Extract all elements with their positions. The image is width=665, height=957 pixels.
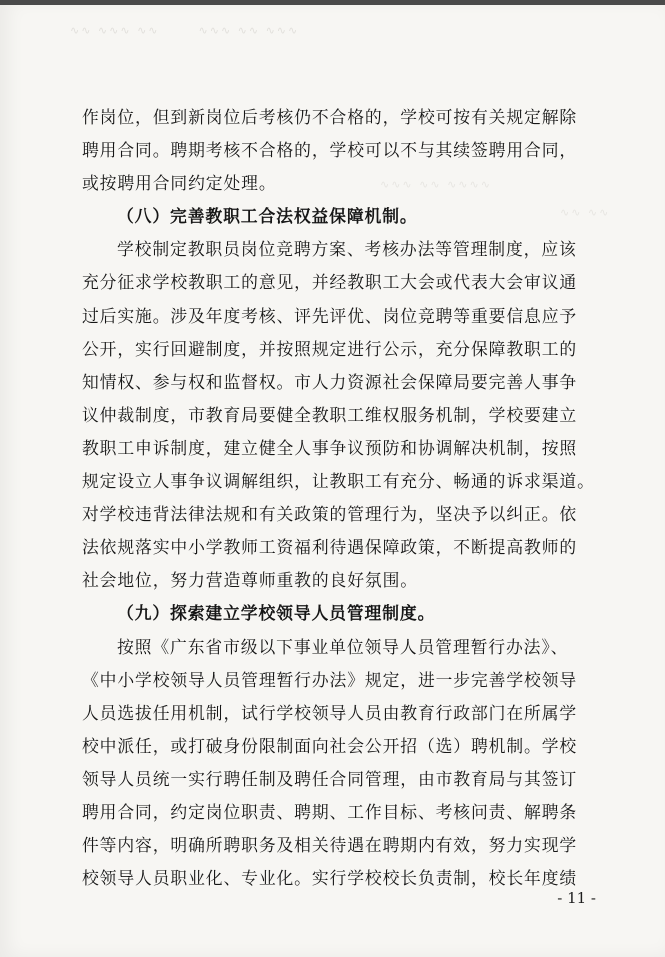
body-text-line: 领导人员统一实行聘任制及聘任合同管理，由市教育局与其签订 xyxy=(82,768,578,789)
body-text-line: 社会地位，努力营造尊师重教的良好氛围。 xyxy=(82,570,418,591)
body-text-line: 作岗位，但到新岗位后考核仍不合格的，学校可按有关规定解除 xyxy=(82,107,578,127)
body-text-line: 人员选拔任用机制，试行学校领导人员由教育行政部门在所属学 xyxy=(82,702,578,723)
document-body xyxy=(82,101,607,895)
body-text-line: 《中小学校领导人员管理暂行办法》规定，进一步完善学校领导 xyxy=(82,669,578,690)
body-text-line: 聘用合同。聘期考核不合格的，学校可以不与其续签聘用合同， xyxy=(82,140,578,161)
body-text-line: 法依规落实中小学教师工资福利待遇保障政策，不断提高教师的 xyxy=(82,537,578,558)
body-text-line: 对学校违背法律法规和有关政策的管理行为，坚决予以纠正。依 xyxy=(82,504,578,525)
body-text-line: 或按聘用合同约定处理。 xyxy=(82,173,277,194)
section-heading: （九）探索建立学校领导人员管理制度。 xyxy=(117,603,436,624)
body-text-line: 聘用合同，约定岗位职责、聘期、工作目标、考核问责、解聘条 xyxy=(82,801,578,822)
body-text-line: 过后实施。涉及年度考核、评先评优、岗位竞聘等重要信息应予 xyxy=(82,305,578,326)
body-text-line: 学校制定教职员岗位竞聘方案、考核办法等管理制度，应该 xyxy=(117,239,577,260)
body-text-line: 议仲裁制度，市教育局要健全教职工维权服务机制，学校要建立 xyxy=(82,404,578,425)
body-text-line: 校领导人员职业化、专业化。实行学校校长负责制，校长年度绩 xyxy=(82,868,578,889)
body-text-line: 充分征求学校教职工的意见，并经教职工大会或代表大会审议通 xyxy=(82,272,578,293)
bleed-through-mark: ∿∿∿ ∿∿ ∿∿∿∿ xyxy=(380,178,492,191)
scan-top-edge xyxy=(0,0,665,5)
body-text-line: 校中派任，或打破身份限制面向社会公开招（选）聘机制。学校 xyxy=(82,735,578,756)
body-text-line: 规定设立人事争议调解组织，让教职工有充分、畅通的诉求渠道。 xyxy=(82,471,595,492)
body-text-line: 公开，实行回避制度，并按照规定进行公示，充分保障教职工的 xyxy=(82,338,578,359)
body-text-line: 件等内容，明确所聘职务及相关待遇在聘期内有效，努力实现学 xyxy=(82,835,578,856)
body-text-line: 按照《广东省市级以下事业单位领导人员管理暂行办法》、 xyxy=(117,636,569,657)
bleed-through-mark: ∿∿ ∿∿∿ ∿∿ ∿∿∿ ∿∿ ∿∿∿ xyxy=(70,24,300,37)
body-text-line: 教职工申诉制度，建立健全人事争议预防和协调解决机制，按照 xyxy=(82,437,578,458)
body-text-line: 知情权、参与权和监督权。市人力资源社会保障局要完善人事争 xyxy=(82,371,578,392)
section-heading: （八）完善教职工合法权益保障机制。 xyxy=(117,206,418,227)
page-number: - 11 - xyxy=(557,889,596,907)
bleed-through-mark: ∿∿ ∿∿ xyxy=(560,206,611,219)
